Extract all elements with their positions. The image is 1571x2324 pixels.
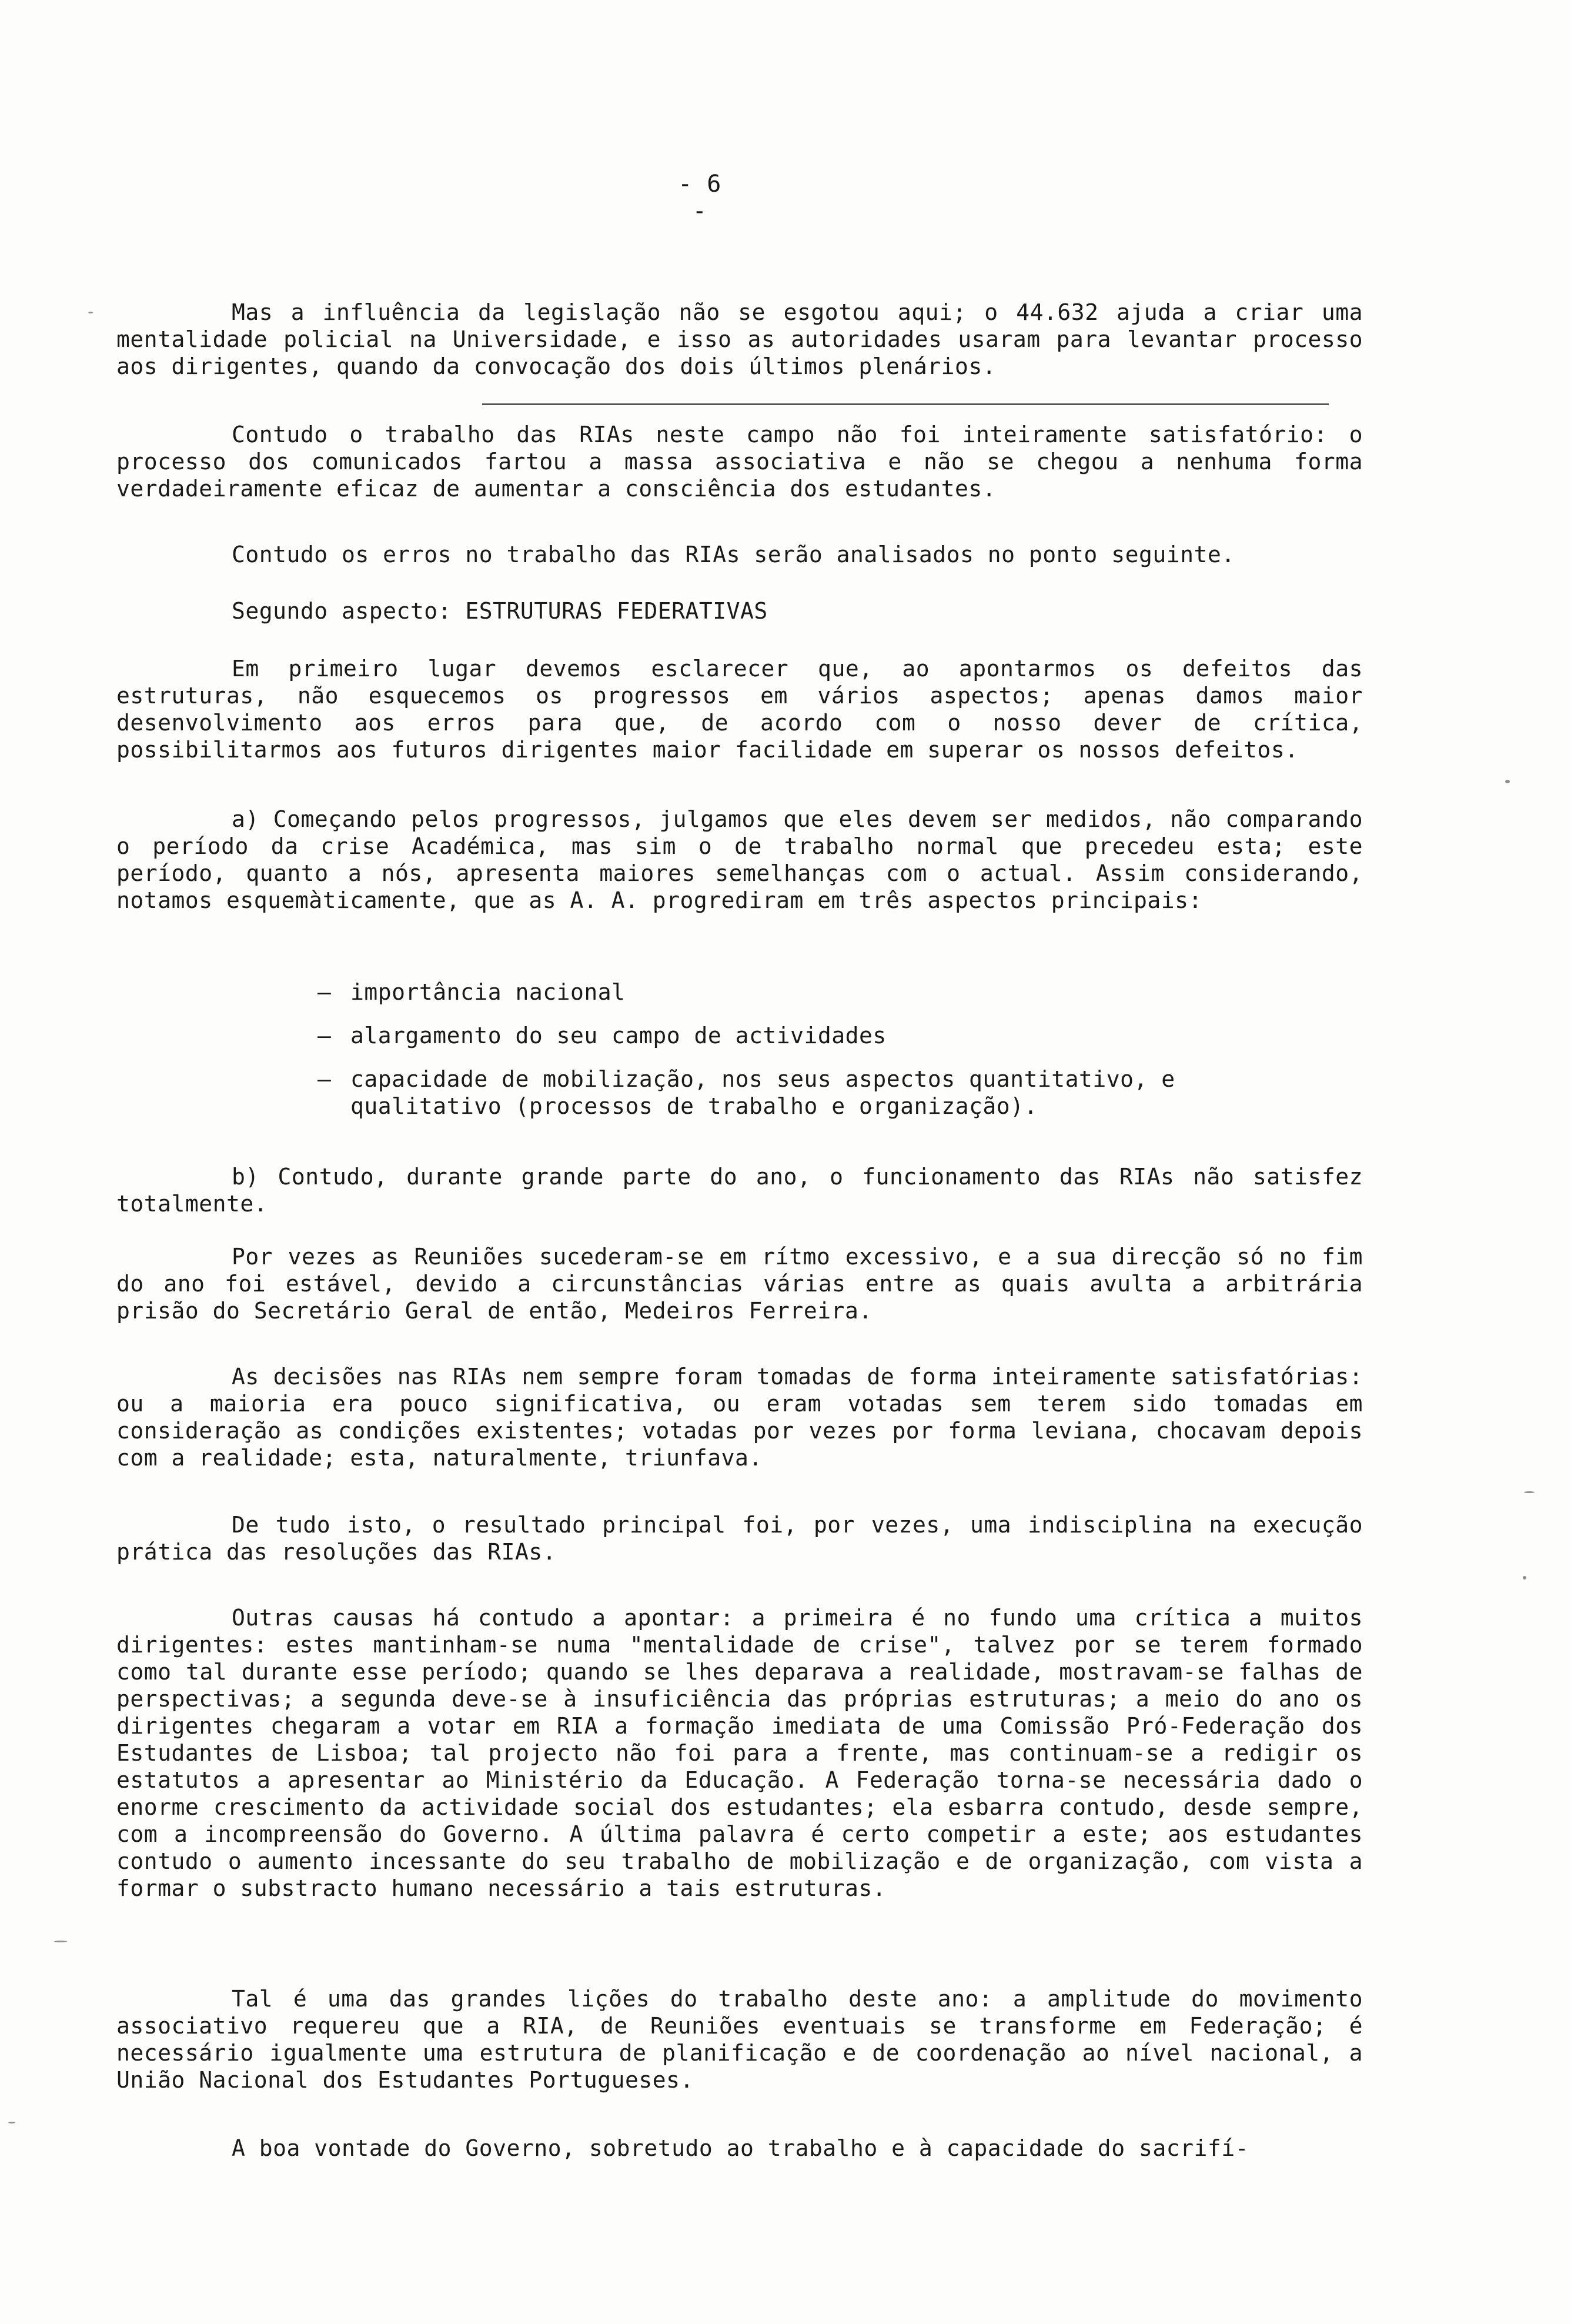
paragraph-result: De tudo isto, o resultado principal foi, por vezes, uma indisciplina na execução prática das resoluções das RIAs. — [116, 1512, 1363, 1565]
list-marker: – — [317, 1066, 332, 1092]
section-heading: Segundo aspecto: ESTRUTURAS FEDERATIVAS — [232, 598, 768, 624]
paragraph-a-progress: a) Começando pelos progressos, julgamos que eles devem ser medidos, não comparando o período da crise Académica, mas sim o de trabalho normal que precedeu esta; este período, quanto a nós, apresenta maiores semelhanças com o actual. Assim considerando, notamos esquemàticamente, que as A. A. progrediram em três aspectos principais: — [116, 806, 1363, 913]
paragraph-b-functioning: b) Contudo, durante grande parte do ano, o funcionamento das RIAs não satisfez totalmente. — [116, 1164, 1363, 1217]
list-item — [317, 979, 1317, 1006]
list-item-text: importância nacional — [350, 979, 626, 1005]
paragraph-other-causes: Outras causas há contudo a apontar: a primeira é no fundo uma crítica a muitos dirigentes: estes mantinham-se numa "mentalidade de crise", talvez por se terem formado como tal durante esse período; quando se lhes deparava a realidade, mostravam-se falhas de perspectivas; a segunda deve-se à insuficiência das próprias estruturas; a meio do ano os dirigentes chegaram a votar em RIA a formação imediata de uma Comissão Pró-Federação dos Estudantes de Lisboa; tal projecto não foi para a frente, mas continuam-se a redigir os estatutos a apresentar ao Ministério da Educação. A Federação torna-se necessária dado o enorme crescimento da actividade social dos estudantes; ela esbarra contudo, desde sempre, com a incompreensão do Governo. A última palavra é certo competir a este; aos estudantes contudo o aumento incessante do seu trabalho de mobilização e de organização, com vista a formar o substracto humano necessário a tais estruturas. — [116, 1605, 1363, 1901]
list-item — [317, 1066, 1317, 1120]
list-item — [317, 1022, 1317, 1049]
scan-speck — [1505, 780, 1510, 783]
paragraph-lessons: Tal é uma das grandes lições do trabalho deste ano: a amplitude do movimento associativo requereu que a RIA, de Reuniões eventuais se transforme em Federação; é necessário igualmente uma estrutura de planificação e de coordenação ao nível nacional, a União Nacional dos Estudantes Portugueses. — [116, 1986, 1363, 2093]
scan-speck — [1523, 1576, 1526, 1580]
paragraph-rias-work: Contudo o trabalho das RIAs neste campo não foi inteiramente satisfatório: o processo dos comunicados fartou a massa associativa e não se chegou a nenhuma forma verdadeiramente eficaz de aumentar a consciência dos estudantes. — [116, 422, 1363, 502]
scan-speck — [1524, 1491, 1535, 1493]
underline-mark — [482, 403, 1329, 405]
paragraph-goodwill: A boa vontade do Governo, sobretudo ao trabalho e à capacidade do sacrifí- — [232, 2135, 1249, 2161]
scan-speck — [54, 1941, 67, 1942]
paragraph-errors: Contudo os erros no trabalho das RIAs serão analisados no ponto seguinte. — [232, 542, 1235, 567]
paragraph-legislation: Mas a influência da legislação não se esgotou aqui; o 44.632 ajuda a criar uma mentalidade policial na Universidade, e isso as autoridades usaram para levantar processo aos dirigentes, quando da convocação dos dois últimos plenários. — [116, 299, 1363, 379]
list-marker: – — [317, 979, 332, 1005]
list-item-text: alargamento do seu campo de actividades — [350, 1023, 887, 1049]
list-item-text: capacidade de mobilização, nos seus aspectos quantitativo, e qualitativo (processos de trabalho e organização). — [350, 1066, 1175, 1119]
scan-speck — [8, 2122, 15, 2123]
paragraph-decisions: As decisões nas RIAs nem sempre foram tomadas de forma inteiramente satisfatórias: ou a maioria era pouco significativa, ou eram votadas sem terem sido tomadas em consideração as condições existentes; votadas por vezes por forma leviana, chocavam depois com a realidade; esta, naturalmente, triunfava. — [116, 1364, 1363, 1471]
paragraph-meetings: Por vezes as Reuniões sucederam-se em rítmo excessivo, e a sua direcção só no fim do ano foi estável, devido a circunstâncias várias entre as quais avulta a arbitrária prisão do Secretário Geral de então, Medeiros Ferreira. — [116, 1244, 1363, 1324]
page-number: - 6 - — [678, 171, 721, 225]
list-marker: – — [317, 1023, 332, 1049]
scan-speck — [88, 312, 93, 313]
paragraph-first-place: Em primeiro lugar devemos esclarecer que, ao apontarmos os defeitos das estruturas, não esquecemos os progressos em vários aspectos; apenas damos maior desenvolvimento aos erros para que, de acordo com o nosso dever de crítica, possibilitarmos aos futuros dirigentes maior facilidade em superar os nossos defeitos. — [116, 656, 1363, 763]
progress-aspects-list — [317, 979, 1317, 1136]
